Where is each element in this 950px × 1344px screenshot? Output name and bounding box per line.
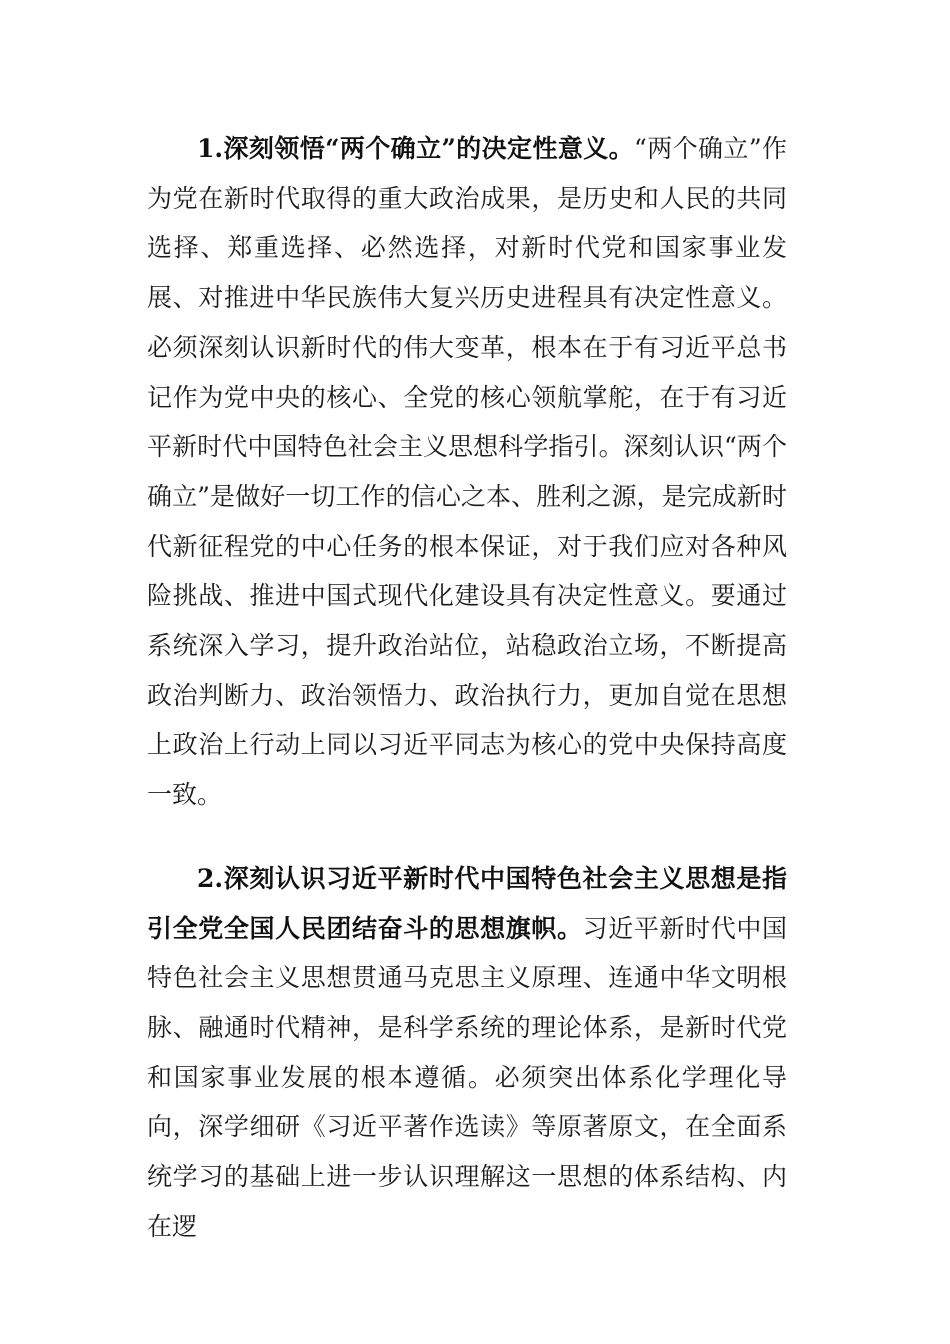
paragraph-2	[147, 854, 787, 1252]
paragraph-2-heading: 2.深刻认识习近平新时代中国特色社会主义思想是指引全党全国人民团结奋斗的思想旗帜。	[147, 863, 787, 943]
document-body	[147, 124, 787, 1251]
paragraph-2-text: 习近平新时代中国特色社会主义思想贯通马克思主义原理、连通中华文明根脉、融通时代精神，是科学系统的理论体系，是新时代党和国家事业发展的根本遵循。必须突出体系化学理化导向，深学细研《习近平著作选读》等原著原文，在全面系统学习的基础上进一步认识理解这一思想的体系结构、内在逻	[147, 913, 787, 1241]
paragraph-1	[147, 124, 787, 820]
paragraph-1-text: “两个确立”作为党在新时代取得的重大政治成果，是历史和人民的共同选择、郑重选择、必然选择，对新时代党和国家事业发展、对推进中华民族伟大复兴历史进程具有决定性意义。必须深刻认识新时代的伟大变革，根本在于有习近平总书记作为党中央的核心、全党的核心领航掌舵，在于有习近平新时代中国特色社会主义思想科学指引。深刻认识“两个确立”是做好一切工作的信心之本、胜利之源，是完成新时代新征程党的中心任务的根本保证，对于我们应对各种风险挑战、推进中国式现代化建设具有决定性意义。要通过系统深入学习，提升政治站位，站稳政治立场，不断提高政治判断力、政治领悟力、政治执行力，更加自觉在思想上政治上行动上同以习近平同志为核心的党中央保持高度一致。	[147, 134, 787, 810]
paragraph-1-heading: 1.深刻领悟“两个确立”的决定性意义。	[197, 134, 635, 163]
